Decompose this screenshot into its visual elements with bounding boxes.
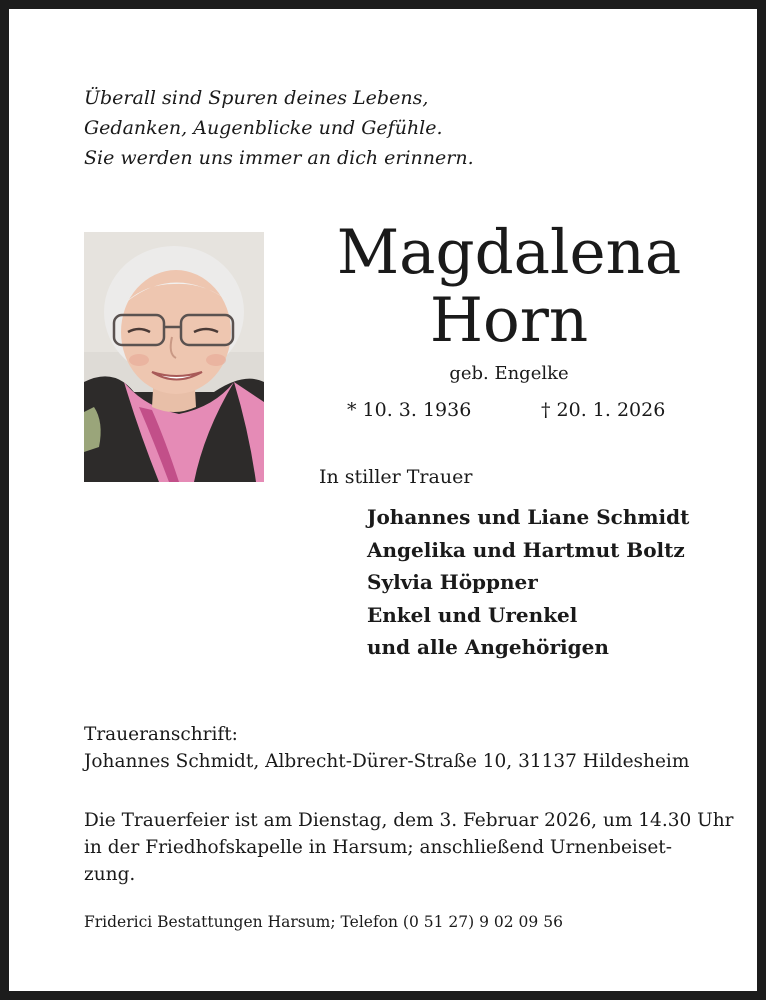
deceased-first-name: Magdalena [336, 217, 682, 288]
undertaker-info: Friderici Bestattungen Harsum; Telefon (0 51 27) 9 02 09 56 [84, 913, 563, 931]
address-value: Johannes Schmidt, Albrecht-Dürer-Straße 10, 31137 Hildesheim [84, 751, 690, 772]
ceremony-line: zung. [84, 864, 136, 885]
memorial-quote [84, 83, 474, 173]
ceremony-line: Die Trauerfeier ist am Dienstag, dem 3. Februar 2026, um 14.30 Uhr [84, 810, 734, 831]
deceased-last-name: Horn [429, 285, 589, 356]
deceased-name [309, 219, 709, 355]
ceremony-line: in der Friedhofskapelle in Harsum; anschließend Urnenbeiset- [84, 837, 672, 858]
mourner-entry: Enkel und Urenkel [367, 602, 578, 627]
death-date: † 20. 1. 2026 [541, 399, 666, 421]
mourning-address [84, 721, 689, 775]
mourner-entry: Johannes und Liane Schmidt [367, 505, 690, 529]
quote-line: Überall sind Spuren deines Lebens, [84, 87, 429, 109]
mourner-entry: Angelika und Hartmut Boltz [367, 537, 685, 562]
mourners-list [367, 501, 689, 664]
portrait-photo-graphic [84, 232, 264, 482]
funeral-ceremony-info [84, 807, 733, 888]
portrait-photo [84, 232, 264, 482]
quote-line: Sie werden uns immer an dich erinnern. [84, 147, 474, 169]
address-label: Traueranschrift: [84, 724, 238, 745]
mourner-entry: Sylvia Höppner [367, 570, 538, 594]
birth-date: * 10. 3. 1936 [347, 399, 472, 421]
mourning-intro: In stiller Trauer [319, 466, 473, 488]
quote-line: Gedanken, Augenblicke und Gefühle. [84, 117, 443, 139]
mourner-entry: und alle Angehörigen [367, 635, 609, 659]
birth-name: geb. Engelke [449, 363, 569, 384]
